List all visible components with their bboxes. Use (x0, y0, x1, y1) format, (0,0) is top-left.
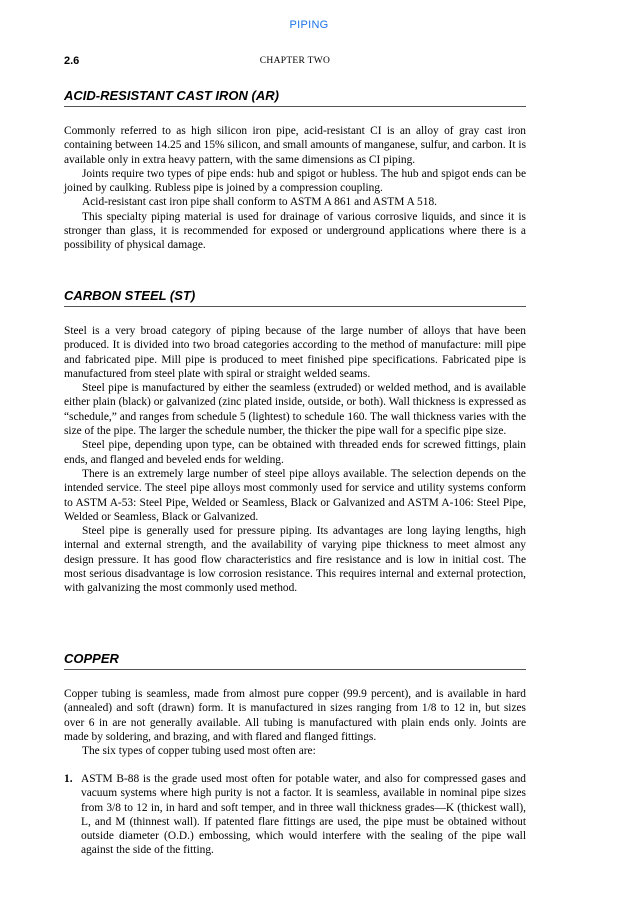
section-body-copper (64, 687, 526, 758)
paragraph: This specialty piping material is used for drainage of various corrosive liquids, and since it is stronger than glass, it is recommended for exposed or underground applications where there is a possibility of physical damage. (64, 210, 526, 252)
paragraph: Steel pipe, depending upon type, can be obtained with threaded ends for screwed fittings, plain ends, and flanged and beveled ends for welding. (64, 439, 526, 466)
paragraph: There is an extremely large number of steel pipe alloys available. The selection depends on the intended service. The steel pipe alloys most commonly used for service and utility systems conform to ASTM A-53: Steel Pipe, Welded or Seamless, Black or Galvanized and ASTM A-106: Steel Pipe, Welded or Seamless, Black or Galvanized. (64, 467, 526, 523)
paragraph: Steel pipe is generally used for pressure piping. Its advantages are long laying lengths, high internal and external strength, and the availability of varying pipe thickness to meet almost any design pressure. It has good flow characteristics and fire resistance and is low in initial cost. The most serious disadvantage is low corrosion resistance. This requires internal and external protection, with galvanizing the most commonly used method. (64, 525, 526, 595)
paragraph: Copper tubing is seamless, made from almost pure copper (99.9 percent), and is available in hard (annealed) and soft (drawn) form. It is manufactured in sizes ranging from 1/8 to 12 in, but sizes over 6 in are not generally available. All tubing is manufactured with plain ends only. Joints are made by soldering, and brazing, and with flared and flanged fittings. (64, 688, 526, 743)
paragraph: Commonly referred to as high silicon iron pipe, acid-resistant CI is an alloy of gray cast iron containing between 14.25 and 15% silicon, and small amounts of manganese, sulfur, and carbon. It is available only in extra heavy pattern, with the same dimensions as CI piping. (64, 125, 526, 166)
section-heading-copper: COPPER (64, 651, 526, 670)
running-head: PIPING (289, 19, 329, 31)
paragraph: Steel is a very broad category of piping because of the large number of alloys that have been produced. It is divided into two broad categories according to the method of manufacture: mill pipe and fabricated pipe. Mill pipe is produced to meet finished pipe specifications. Fabricated pipe is manufactured from steel plate with spiral or straight welded seams. (64, 325, 526, 380)
paragraph: Joints require two types of pipe ends: hub and spigot or hubless. The hub and spigot ends can be joined by caulking. Rubless pipe is joined by a compression coupling. (64, 167, 526, 195)
list-item-text: ASTM B-88 is the grade used most often for potable water, and also for compressed gases and vacuum systems where high purity is not a factor. It is seamless, available in nominal pipe sizes from 3/8 to 12 in, in hard and soft temper, and in three wall thickness grades—K (thickest wall), L, and M (thinnest wall). If patented flare fittings are used, the pipe must be obtained without outside diameter (O.D.) embossing, which would interfere with the sealing of the pipe wall against the side of the fitting. (81, 773, 526, 857)
list-item (64, 772, 526, 858)
paragraph: Steel pipe is manufactured by either the seamless (extruded) or welded method, and is available either plain (black) or galvanized (zinc plated inside, outside, or both). Wall thickness is expressed as “schedule,” and ranges from schedule 5 (lightest) to schedule 160. The wall thickness varies with the size of the pipe. The larger the schedule number, the thicker the pipe wall for a specific pipe size. (64, 382, 526, 438)
section-body-carbon-steel (64, 324, 526, 596)
paragraph: Acid-resistant cast iron pipe shall conform to ASTM A 861 and ASTM A 518. (82, 196, 437, 209)
list-item-number: 1. (64, 773, 73, 785)
folio-row (64, 55, 526, 69)
paragraph: The six types of copper tubing used most often are: (82, 745, 316, 758)
section-heading-acid-resistant-cast-iron: ACID-RESISTANT CAST IRON (AR) (64, 88, 526, 107)
chapter-label: CHAPTER TWO (259, 56, 331, 66)
section-body-acid-resistant-cast-iron (64, 124, 526, 253)
section-heading-carbon-steel: CARBON STEEL (ST) (64, 288, 526, 307)
page-number: 2.6 (64, 55, 80, 67)
